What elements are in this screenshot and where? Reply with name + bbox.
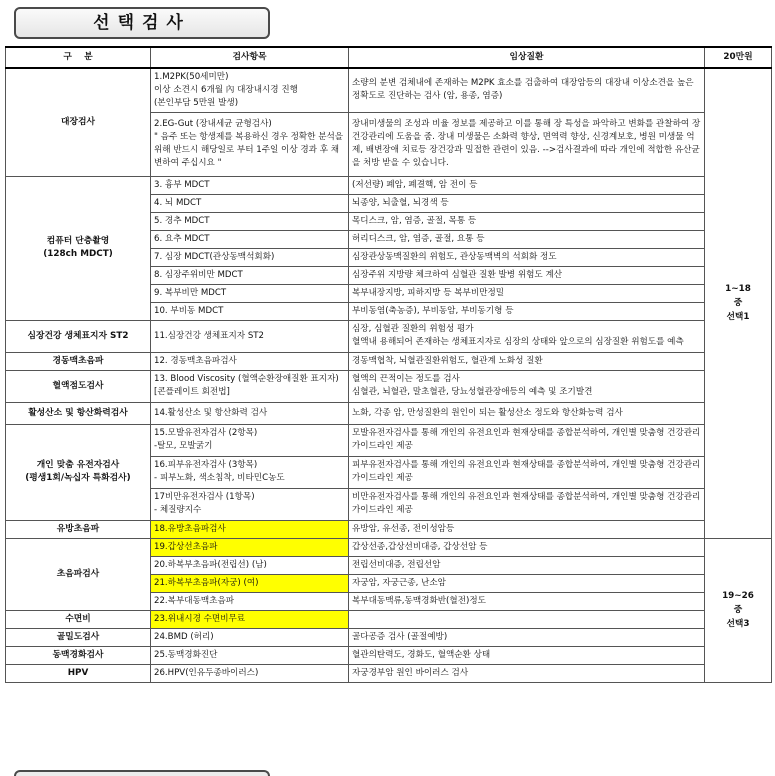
price-option-line: 선택1 <box>726 312 750 323</box>
clinical-cell: 혈액의 끈적이는 정도를 검사 심혈관, 뇌혈관, 말초혈관, 당뇨성혈관장애등의 예측 및 조기발견 <box>349 370 705 402</box>
category-cell: 컴퓨터 단층촬영 (128ch MDCT) <box>6 176 151 320</box>
header-price: 20만원 <box>705 47 772 68</box>
category-cell: 개인 맞춤 유전자검사 (평생1회/녹십자 특화검사) <box>6 424 151 520</box>
clinical-cell: 경동맥협착, 뇌혈관질환위험도, 혈관계 노화성 질환 <box>349 352 705 370</box>
table-row <box>6 520 772 538</box>
category-cell: 경동맥초음파 <box>6 352 151 370</box>
clinical-cell: 갑상선종,갑상선비대증, 갑상선암 등 <box>349 538 705 556</box>
selective-exam-table <box>5 46 772 683</box>
category-cell: 동맥경화검사 <box>6 646 151 664</box>
clinical-cell: 심장관상동맥질환의 위험도, 관상동맥벽의 석회화 정도 <box>349 248 705 266</box>
table-row <box>6 320 772 352</box>
exam-item-cell: 3. 흉부 MDCT <box>151 176 349 194</box>
category-cell: 활성산소 및 항산화력검사 <box>6 402 151 424</box>
clinical-cell: 심장, 심혈관 질환의 위험성 평가 혈액내 용해되어 존재하는 생체표지자로 심장의 상태와 앞으로의 심장질환 위험도를 예측 <box>349 320 705 352</box>
category-cell: 심장건강 생체표지자 ST2 <box>6 320 151 352</box>
clinical-cell: 노화, 각종 암, 만성질환의 원인이 되는 활성산소 정도와 항산화능력 검사 <box>349 402 705 424</box>
clinical-cell: (저선량) 폐암, 폐결핵, 암 전이 등 <box>349 176 705 194</box>
price-option-line: 중 <box>733 605 743 615</box>
category-cell: 대장검사 <box>6 68 151 176</box>
exam-item-cell: 23.위내시경 수면비무료 <box>151 610 349 628</box>
exam-item-cell: 24.BMD (허리) <box>151 628 349 646</box>
exam-item-cell: 6. 요추 MDCT <box>151 230 349 248</box>
table-header-row <box>6 47 772 68</box>
clinical-cell: 복부대동맥류,동맥경화반(혈전)정도 <box>349 592 705 610</box>
exam-item-cell: 1.M2PK(50세미만) 이상 소견시 6개월 內 대장내시경 진행 (본인부담 5만원 발생) <box>151 68 349 112</box>
price-option-line: 중 <box>733 298 743 309</box>
table-row <box>6 424 772 456</box>
exam-item-cell: 11.심장건강 생체표지자 ST2 <box>151 320 349 352</box>
clinical-cell: 자궁암, 자궁근종, 난소암 <box>349 574 705 592</box>
exam-item-cell: 12. 경동맥초음파검사 <box>151 352 349 370</box>
clinical-cell: 부비동염(축농증), 부비동암, 부비동기형 등 <box>349 302 705 320</box>
exam-item-cell: 10. 부비동 MDCT <box>151 302 349 320</box>
table-body <box>6 68 772 682</box>
exam-item-cell: 4. 뇌 MDCT <box>151 194 349 212</box>
exam-item-cell: 26.HPV(인유두종바이러스) <box>151 664 349 682</box>
clinical-cell: 자궁경부암 원인 바이러스 검사 <box>349 664 705 682</box>
exam-item-cell: 15.모발유전자검사 (2항목) -탈모, 모발굵기 <box>151 424 349 456</box>
exam-item-cell: 9. 복부비만 MDCT <box>151 284 349 302</box>
header-item: 검사항목 <box>151 47 349 68</box>
clinical-cell: 복부내장지방, 피하지방 등 복부비만정밀 <box>349 284 705 302</box>
clinical-cell <box>349 610 705 628</box>
page-title: 선택검사 <box>14 7 270 39</box>
clinical-cell: 소량의 분변 검체내에 존재하는 M2PK 효소를 검출하여 대장암등의 대장내 이상소견을 높은 정확도로 진단하는 검사 (암, 용종, 염증) <box>349 68 705 112</box>
category-cell: 유방초음파 <box>6 520 151 538</box>
category-cell: 수면비 <box>6 610 151 628</box>
header-clinical: 임상질환 <box>349 47 705 68</box>
clinical-cell: 비만유전자검사를 통해 개인의 유전요인과 현재상태를 종합분석하여, 개인별 맞춤형 건강관리 가이드라인 제공 <box>349 488 705 520</box>
exam-item-cell: 18.유방초음파검사 <box>151 520 349 538</box>
clinical-cell: 뇌종양, 뇌출혈, 뇌경색 등 <box>349 194 705 212</box>
clinical-cell: 심장주위 지방량 체크하여 심혈관 질환 발병 위험도 계산 <box>349 266 705 284</box>
category-cell: 초음파검사 <box>6 538 151 610</box>
exam-item-cell: 22.복부대동맥초음파 <box>151 592 349 610</box>
clinical-cell: 목디스크, 암, 염증, 골절, 목통 등 <box>349 212 705 230</box>
exam-item-cell: 8. 심장주위비만 MDCT <box>151 266 349 284</box>
table-row <box>6 68 772 112</box>
clinical-cell: 혈관의탄력도, 경화도, 혈액순환 상태 <box>349 646 705 664</box>
clinical-cell: 골다공증 검사 (골절예방) <box>349 628 705 646</box>
exam-item-cell: 21.하복부초음파(자궁) (여) <box>151 574 349 592</box>
footer-title-box <box>14 770 270 776</box>
table-row <box>6 352 772 370</box>
clinical-cell: 전립선비대증, 전립선암 <box>349 556 705 574</box>
header-category: 구 분 <box>6 47 151 68</box>
table-row <box>6 610 772 628</box>
category-cell: 골밀도검사 <box>6 628 151 646</box>
price-option-line: 1~18 <box>725 284 751 295</box>
price-option-line: 선택3 <box>726 619 750 629</box>
exam-item-cell: 20.하복부초음파(전립선) (남) <box>151 556 349 574</box>
exam-item-cell: 14.활성산소 및 항산화력 검사 <box>151 402 349 424</box>
exam-item-cell: 2.EG-Gut (장내세균 균형검사) " 음주 또는 항생제를 복용하신 경우 정확한 분석을 위해 반드시 해당일로 부터 1주일 이상 경과 후 채변하여 주십시요 " <box>151 112 349 176</box>
exam-item-cell: 25.동맥경화진단 <box>151 646 349 664</box>
table-row <box>6 370 772 402</box>
exam-item-cell: 16.피부유전자검사 (3항목) - 피부노화, 색소침착, 비타민C농도 <box>151 456 349 488</box>
exam-item-cell: 13. Blood Viscosity (혈액순환장애질환 표지자) [콘플레이트 회전법] <box>151 370 349 402</box>
clinical-cell: 모발유전자검사를 통해 개인의 유전요인과 현재상태를 종합분석하여, 개인별 맞춤형 건강관리 가이드라인 제공 <box>349 424 705 456</box>
category-cell: HPV <box>6 664 151 682</box>
table-row <box>6 646 772 664</box>
table-row <box>6 628 772 646</box>
table-row <box>6 176 772 194</box>
table-row <box>6 538 772 556</box>
price-option-cell <box>705 538 772 682</box>
table-row <box>6 664 772 682</box>
clinical-cell: 장내미생물의 조성과 비율 정보를 제공하고 이를 통해 장 특성을 파악하고 변화를 관찰하여 장 건강관리에 도움을 줌. 장내 미생물은 소화력 향상, 면역력 향상, 신경계보호, 병원 미생물 억제, 배변장애 치료등 장건강과 밀접한 관련이 있음. -->검사결과에 따라 개인에 적합한 유산균을 처방 받을 수 있습니다. <box>349 112 705 176</box>
exam-item-cell: 19.갑상선초음파 <box>151 538 349 556</box>
category-cell: 혈액점도검사 <box>6 370 151 402</box>
price-option-line: 19~26 <box>722 591 754 601</box>
exam-item-cell: 7. 심장 MDCT(관상동맥석회화) <box>151 248 349 266</box>
exam-item-cell: 17비만유전자검사 (1항목) - 체질량지수 <box>151 488 349 520</box>
table-row <box>6 402 772 424</box>
clinical-cell: 허리디스크, 암, 염증, 골절, 요통 등 <box>349 230 705 248</box>
clinical-cell: 피부유전자검사를 통해 개인의 유전요인과 현재상태를 종합분석하여, 개인별 맞춤형 건강관리 가이드라인 제공 <box>349 456 705 488</box>
clinical-cell: 유방암, 유선종, 전이성암등 <box>349 520 705 538</box>
price-option-cell <box>705 68 772 538</box>
exam-item-cell: 5. 경추 MDCT <box>151 212 349 230</box>
